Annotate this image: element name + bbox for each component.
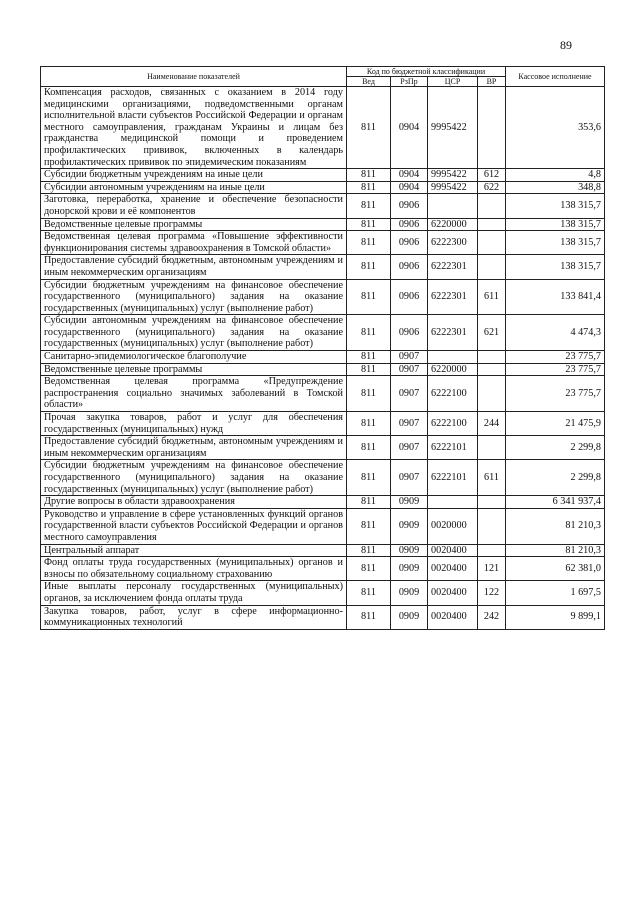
table-row [41,460,605,496]
header-row-1 [41,67,605,77]
header-rzpr: РзПр [391,77,428,87]
cell-csr [428,351,478,364]
table-row [41,508,605,544]
table-row [41,544,605,557]
cell-rzpr: 0906 [391,231,428,255]
cell-ved: 811 [347,376,391,412]
cell-csr: 0020400 [428,557,478,581]
cell-ved: 811 [347,363,391,376]
cell-vr: 622 [478,181,506,194]
cell-amount: 353,6 [506,87,605,169]
cell-vr [478,231,506,255]
cell-vr [478,376,506,412]
cell-csr: 6222100 [428,376,478,412]
table-row [41,255,605,279]
table-row [41,496,605,509]
cell-rzpr: 0909 [391,581,428,605]
header-vr: ВР [478,77,506,87]
cell-amount: 2 299,8 [506,436,605,460]
cell-rzpr: 0907 [391,412,428,436]
cell-name: Центральный аппарат [41,544,347,557]
cell-csr: 6222301 [428,315,478,351]
cell-ved: 811 [347,218,391,231]
cell-name: Предоставление субсидий бюджетным, автономным учреждениям и иным некоммерческим организациям [41,436,347,460]
cell-name: Руководство и управление в сфере установленных функций органов государственной власти субъектов Российской Федерации и органов местного самоуправления [41,508,347,544]
cell-amount: 348,8 [506,181,605,194]
table-row [41,605,605,629]
cell-amount: 138 315,7 [506,218,605,231]
cell-vr [478,87,506,169]
cell-csr: 6222301 [428,279,478,315]
cell-name: Предоставление субсидий бюджетным, автономным учреждениям и иным некоммерческим организациям [41,255,347,279]
cell-rzpr: 0907 [391,436,428,460]
table-row [41,194,605,218]
cell-vr: 121 [478,557,506,581]
cell-csr: 0020400 [428,581,478,605]
table-row [41,231,605,255]
cell-ved: 811 [347,255,391,279]
table-row [41,363,605,376]
table-row [41,169,605,182]
table-row [41,279,605,315]
cell-ved: 811 [347,169,391,182]
cell-ved: 811 [347,231,391,255]
cell-vr [478,544,506,557]
cell-amount: 4,8 [506,169,605,182]
cell-ved: 811 [347,194,391,218]
cell-ved: 811 [347,351,391,364]
cell-vr: 244 [478,412,506,436]
cell-csr: 6222101 [428,436,478,460]
cell-csr [428,194,478,218]
cell-csr: 9995422 [428,181,478,194]
header-amount: Кассовое исполнение [506,67,605,87]
cell-name: Субсидии бюджетным учреждениям на финансовое обеспечение государственного (муниципального) задания на оказание государственных (муниципальных) услуг (выполнение работ) [41,460,347,496]
cell-ved: 811 [347,508,391,544]
table-row [41,351,605,364]
cell-vr: 611 [478,279,506,315]
cell-name: Субсидии автономным учреждениям на иные цели [41,181,347,194]
cell-csr: 6222100 [428,412,478,436]
page-number: 89 [560,38,572,52]
cell-csr: 0020000 [428,508,478,544]
cell-vr [478,351,506,364]
budget-execution-table [40,66,605,630]
header-name: Наименование показателей [41,67,347,87]
cell-name: Прочая закупка товаров, работ и услуг для обеспечения государственных (муниципальных) нужд [41,412,347,436]
cell-ved: 811 [347,544,391,557]
cell-rzpr: 0907 [391,460,428,496]
cell-rzpr: 0907 [391,376,428,412]
cell-name: Ведомственные целевые программы [41,363,347,376]
cell-amount: 81 210,3 [506,544,605,557]
cell-name: Субсидии автономным учреждениям на финансовое обеспечение государственного (муниципального) задания на оказание государственных (муниципальных) услуг (выполнение работ) [41,315,347,351]
cell-ved: 811 [347,412,391,436]
cell-amount: 138 315,7 [506,194,605,218]
cell-vr [478,363,506,376]
cell-ved: 811 [347,460,391,496]
cell-name: Ведомственные целевые программы [41,218,347,231]
cell-vr [478,255,506,279]
table-row [41,181,605,194]
cell-ved: 811 [347,87,391,169]
cell-name: Санитарно-эпидемиологическое благополучие [41,351,347,364]
cell-rzpr: 0906 [391,218,428,231]
cell-name: Иные выплаты персоналу государственных (муниципальных) органов, за исключением фонда оплаты труда [41,581,347,605]
table-row [41,557,605,581]
cell-csr: 6222101 [428,460,478,496]
cell-amount: 23 775,7 [506,363,605,376]
cell-csr: 9995422 [428,169,478,182]
table-row [41,581,605,605]
header-csr: ЦСР [428,77,478,87]
cell-rzpr: 0906 [391,255,428,279]
table-row [41,218,605,231]
cell-csr: 9995422 [428,87,478,169]
cell-rzpr: 0904 [391,181,428,194]
cell-csr: 0020400 [428,605,478,629]
cell-name: Закупка товаров, работ, услуг в сфере информационно-коммуникационных технологий [41,605,347,629]
cell-name: Ведомственная целевая программа «Повышение эффективности функционирования системы здравоохранения в Томской области» [41,231,347,255]
cell-name: Субсидии бюджетным учреждениям на финансовое обеспечение государственного (муниципального) задания на оказание государственных (муниципальных) услуг (выполнение работ) [41,279,347,315]
cell-rzpr: 0906 [391,315,428,351]
cell-amount: 81 210,3 [506,508,605,544]
cell-rzpr: 0907 [391,351,428,364]
cell-name: Субсидии бюджетным учреждениям на иные цели [41,169,347,182]
cell-csr: 6222300 [428,231,478,255]
cell-vr: 611 [478,460,506,496]
header-ved: Вед [347,77,391,87]
cell-vr [478,218,506,231]
cell-amount: 6 341 937,4 [506,496,605,509]
cell-rzpr: 0904 [391,169,428,182]
table-row [41,412,605,436]
table-row [41,376,605,412]
cell-vr [478,496,506,509]
cell-amount: 138 315,7 [506,231,605,255]
cell-ved: 811 [347,557,391,581]
cell-name: Ведомственная целевая программа «Предупреждение распространения социально значимых заболеваний в Томской области» [41,376,347,412]
cell-csr: 6220000 [428,363,478,376]
cell-rzpr: 0907 [391,363,428,376]
cell-vr: 621 [478,315,506,351]
cell-rzpr: 0909 [391,508,428,544]
cell-csr [428,496,478,509]
cell-ved: 811 [347,496,391,509]
cell-name: Компенсация расходов, связанных с оказанием в 2014 году медицинскими организациями, подведомственными органам исполнительной власти субъектов Российской Федерации и органам местного самоуправления, гражданам Украины и лицам без гражданства медицинской помощи и проведением профилактических прививок, включенных в календарь профилактических прививок по эпидемическим показаниям [41,87,347,169]
cell-amount: 23 775,7 [506,376,605,412]
cell-rzpr: 0906 [391,279,428,315]
cell-vr: 242 [478,605,506,629]
cell-amount: 62 381,0 [506,557,605,581]
table-row [41,87,605,169]
table-row [41,436,605,460]
table-body [41,87,605,630]
cell-amount: 138 315,7 [506,255,605,279]
cell-rzpr: 0909 [391,605,428,629]
cell-vr [478,436,506,460]
cell-vr: 122 [478,581,506,605]
cell-vr [478,508,506,544]
cell-amount: 21 475,9 [506,412,605,436]
cell-ved: 811 [347,279,391,315]
cell-amount: 1 697,5 [506,581,605,605]
cell-vr: 612 [478,169,506,182]
cell-rzpr: 0909 [391,544,428,557]
cell-ved: 811 [347,436,391,460]
cell-rzpr: 0904 [391,87,428,169]
cell-rzpr: 0909 [391,496,428,509]
cell-amount: 9 899,1 [506,605,605,629]
header-code-group: Код по бюджетной классификации [347,67,506,77]
cell-rzpr: 0906 [391,194,428,218]
cell-name: Другие вопросы в области здравоохранения [41,496,347,509]
cell-ved: 811 [347,605,391,629]
cell-rzpr: 0909 [391,557,428,581]
cell-amount: 133 841,4 [506,279,605,315]
cell-name: Заготовка, переработка, хранение и обеспечение безопасности донорской крови и её компонентов [41,194,347,218]
cell-csr: 6222301 [428,255,478,279]
cell-name: Фонд оплаты труда государственных (муниципальных) органов и взносы по обязательному социальному страхованию [41,557,347,581]
cell-amount: 2 299,8 [506,460,605,496]
cell-csr: 0020400 [428,544,478,557]
cell-ved: 811 [347,581,391,605]
cell-amount: 23 775,7 [506,351,605,364]
cell-csr: 6220000 [428,218,478,231]
table-row [41,315,605,351]
cell-amount: 4 474,3 [506,315,605,351]
cell-vr [478,194,506,218]
cell-ved: 811 [347,315,391,351]
cell-ved: 811 [347,181,391,194]
